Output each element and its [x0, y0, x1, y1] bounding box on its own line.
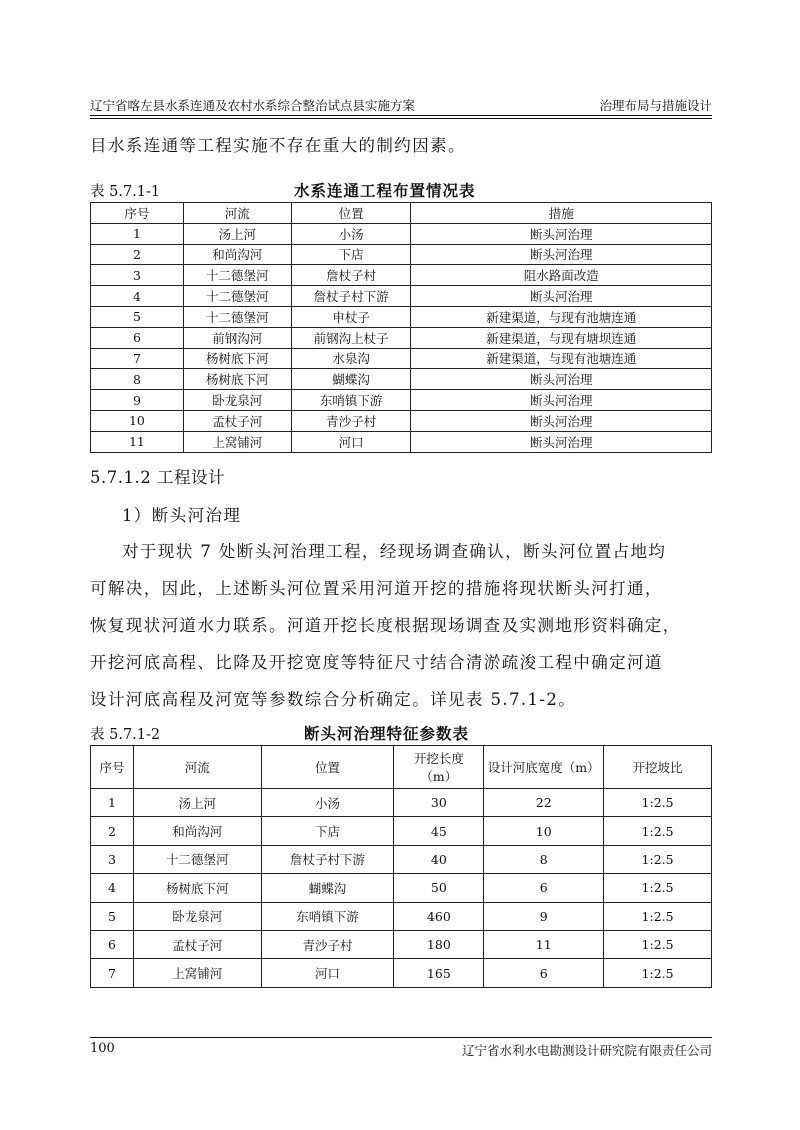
table-cell: 8 — [484, 845, 604, 873]
table-cell: 青沙子村 — [291, 410, 411, 431]
table-row — [91, 306, 712, 327]
table2-header-cell-length — [394, 746, 484, 789]
table-cell: 新建渠道，与现有池塘连通 — [411, 348, 712, 369]
table1-number: 表 5.7.1-1 — [90, 184, 161, 200]
table-row — [91, 390, 712, 411]
table-cell: 8 — [91, 369, 184, 390]
table-cell: 6 — [91, 327, 184, 348]
table-cell: 2 — [91, 817, 134, 845]
table-cell: 青沙子村 — [261, 930, 394, 958]
table-cell: 6 — [484, 874, 604, 902]
table1-header-cell: 河流 — [183, 203, 291, 224]
paragraph-line: 恢复现状河道水力联系。河道开挖长度根据现场调查及实测地形资料确定， — [90, 616, 681, 635]
table2-title: 断头河治理特征参数表 — [304, 724, 470, 743]
table-row — [91, 817, 712, 845]
table-cell: 汤上河 — [133, 789, 261, 817]
table-row — [91, 244, 712, 265]
table-cell: 11 — [484, 930, 604, 958]
table-cell: 10 — [91, 410, 184, 431]
table-cell: 蝴蝶沟 — [291, 369, 411, 390]
table-cell: 1 — [91, 223, 184, 244]
table-cell: 断头河治理 — [411, 369, 712, 390]
table-cell: 水泉沟 — [291, 348, 411, 369]
table-cell: 河口 — [261, 959, 394, 987]
table-cell: 10 — [484, 817, 604, 845]
table-row — [91, 223, 712, 244]
table-cell: 申杖子 — [291, 306, 411, 327]
table-cell: 1:2.5 — [604, 959, 712, 987]
table-row — [91, 286, 712, 307]
table2-header-cell: 开挖坡比 — [604, 746, 712, 789]
table-cell: 和尚沟河 — [133, 817, 261, 845]
table-cell: 3 — [91, 845, 134, 873]
table-cell: 6 — [91, 930, 134, 958]
table-cell: 165 — [394, 959, 484, 987]
table1-header-cell: 措施 — [411, 203, 712, 224]
table-cell: 1:2.5 — [604, 874, 712, 902]
table-cell: 断头河治理 — [411, 410, 712, 431]
table-cell: 下店 — [261, 817, 394, 845]
table1-header-row — [91, 203, 712, 224]
table-row — [91, 327, 712, 348]
table-cell: 1 — [91, 789, 134, 817]
table-row — [91, 874, 712, 902]
table-row — [91, 789, 712, 817]
table-cell: 十二德堡河 — [183, 286, 291, 307]
table-cell: 5 — [91, 902, 134, 930]
table-cell: 断头河治理 — [411, 390, 712, 411]
table-cell: 詹杖子村下游 — [261, 845, 394, 873]
footer-rule — [90, 1037, 712, 1038]
table-cell: 断头河治理 — [411, 431, 712, 452]
header-chapter-title: 治理布局与措施设计 — [599, 98, 712, 113]
table-cell: 1:2.5 — [604, 845, 712, 873]
table-cell: 断头河治理 — [411, 223, 712, 244]
table-cell: 上窝铺河 — [183, 431, 291, 452]
table-cell: 阻水路面改造 — [411, 265, 712, 286]
table2-number: 表 5.7.1-2 — [90, 727, 161, 743]
table-cell: 4 — [91, 286, 184, 307]
table-cell: 前钢沟河 — [183, 327, 291, 348]
table-cell: 7 — [91, 348, 184, 369]
footer-organization: 辽宁省水利水电勘测设计研究院有限责任公司 — [461, 1043, 712, 1058]
header-text: 开挖长度 — [413, 751, 464, 766]
table-row — [91, 410, 712, 431]
section-heading: 5.7.1.2 工程设计 — [90, 468, 225, 487]
table2 — [90, 745, 712, 988]
header-rule — [90, 115, 712, 116]
paragraph-continuation: 目水系连通等工程实施不存在重大的制约因素。 — [90, 136, 466, 155]
table-cell: 卧龙泉河 — [133, 902, 261, 930]
table-cell: 3 — [91, 265, 184, 286]
table-cell: 前钢沟上杖子 — [291, 327, 411, 348]
table-cell: 新建渠道，与现有池塘连通 — [411, 306, 712, 327]
table2-header-row — [91, 746, 712, 789]
table-cell: 30 — [394, 789, 484, 817]
table-row — [91, 348, 712, 369]
table-cell: 东哨镇下游 — [261, 902, 394, 930]
table-cell: 180 — [394, 930, 484, 958]
table-cell: 45 — [394, 817, 484, 845]
table2-header-cell: 河流 — [133, 746, 261, 789]
table-cell: 下店 — [291, 244, 411, 265]
table-cell: 上窝铺河 — [133, 959, 261, 987]
table-cell: 断头河治理 — [411, 286, 712, 307]
table1-header-cell: 序号 — [91, 203, 184, 224]
table-cell: 新建渠道，与现有塘坝连通 — [411, 327, 712, 348]
table-cell: 孟杖子河 — [183, 410, 291, 431]
table-row — [91, 431, 712, 452]
table-cell: 詹杖子村下游 — [291, 286, 411, 307]
table-cell: 河口 — [291, 431, 411, 452]
table-cell: 9 — [91, 390, 184, 411]
table-cell: 6 — [484, 959, 604, 987]
table2-header-cell: 设计河底宽度（m） — [484, 746, 604, 789]
table2-header-cell: 位置 — [261, 746, 394, 789]
table-cell: 孟杖子河 — [133, 930, 261, 958]
table-cell: 断头河治理 — [411, 244, 712, 265]
table-cell: 1:2.5 — [604, 930, 712, 958]
table-cell: 杨树底下河 — [183, 369, 291, 390]
table-cell: 杨树底下河 — [183, 348, 291, 369]
table-row — [91, 959, 712, 987]
table-cell: 1:2.5 — [604, 817, 712, 845]
table1-header-cell: 位置 — [291, 203, 411, 224]
table-cell: 十二德堡河 — [183, 306, 291, 327]
table-cell: 十二德堡河 — [133, 845, 261, 873]
table-cell: 小汤 — [291, 223, 411, 244]
table-row — [91, 902, 712, 930]
table-cell: 2 — [91, 244, 184, 265]
page-number: 100 — [90, 1041, 115, 1056]
table-cell: 1:2.5 — [604, 789, 712, 817]
table-cell: 7 — [91, 959, 134, 987]
table-row — [91, 265, 712, 286]
table-row — [91, 845, 712, 873]
table-cell: 蝴蝶沟 — [261, 874, 394, 902]
table-cell: 50 — [394, 874, 484, 902]
table-cell: 卧龙泉河 — [183, 390, 291, 411]
table-cell: 460 — [394, 902, 484, 930]
table-cell: 22 — [484, 789, 604, 817]
table-row — [91, 930, 712, 958]
table-cell: 汤上河 — [183, 223, 291, 244]
table1 — [90, 202, 712, 453]
table-cell: 4 — [91, 874, 134, 902]
table-cell: 11 — [91, 431, 184, 452]
table-cell: 十二德堡河 — [183, 265, 291, 286]
table-cell: 杨树底下河 — [133, 874, 261, 902]
table-cell: 9 — [484, 902, 604, 930]
paragraph-line: 可解决，因此，上述断头河位置采用河道开挖的措施将现状断头河打通， — [90, 579, 663, 598]
table-cell: 40 — [394, 845, 484, 873]
table-cell: 詹杖子村 — [291, 265, 411, 286]
paragraph-line: 开挖河底高程、比降及开挖宽度等特征尺寸结合清淤疏浚工程中确定河道 — [90, 653, 663, 672]
subsection-heading: 1）断头河治理 — [122, 506, 242, 525]
header-rule-thin — [90, 118, 712, 119]
table-row — [91, 369, 712, 390]
table2-header-cell: 序号 — [91, 746, 134, 789]
table-cell: 东哨镇下游 — [291, 390, 411, 411]
page-header — [90, 96, 712, 114]
table1-title: 水系连通工程布置情况表 — [294, 181, 476, 200]
header-unit: （m） — [420, 769, 458, 784]
header-document-title: 辽宁省喀左县水系连通及农村水系综合整治试点县实施方案 — [90, 98, 416, 113]
paragraph-line: 设计河底高程及河宽等参数综合分析确定。详见表 5.7.1-2。 — [90, 690, 577, 709]
paragraph-line: 对于现状 7 处断头河治理工程，经现场调查确认，断头河位置占地均 — [122, 542, 667, 561]
table-cell: 小汤 — [261, 789, 394, 817]
table-cell: 5 — [91, 306, 184, 327]
table-cell: 和尚沟河 — [183, 244, 291, 265]
table-cell: 1:2.5 — [604, 902, 712, 930]
